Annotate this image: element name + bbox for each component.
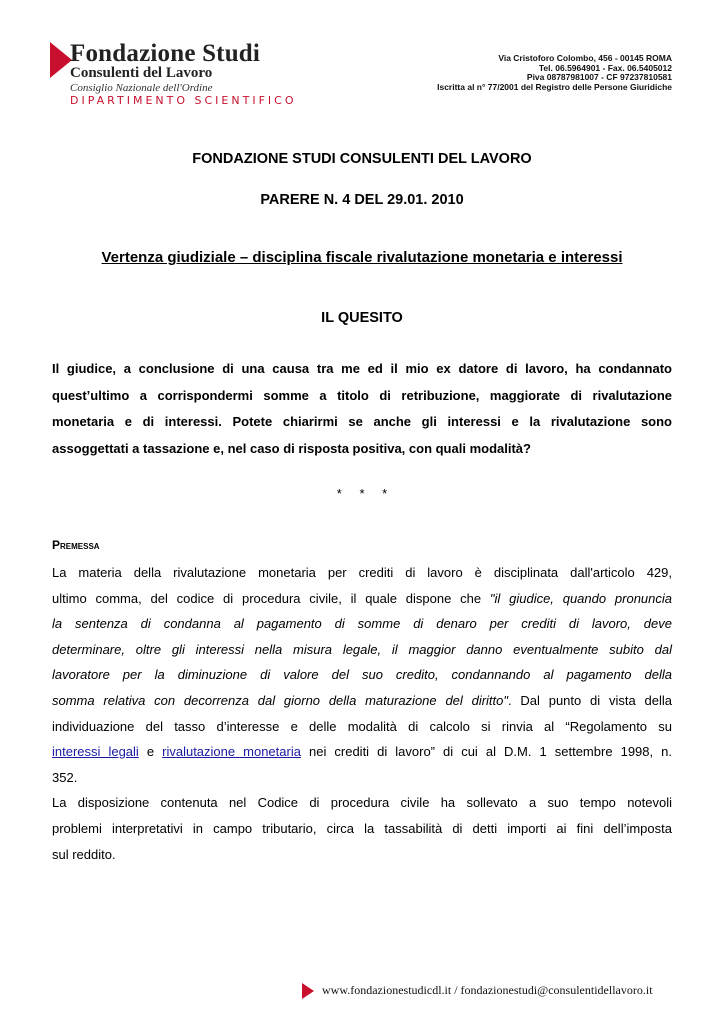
logo-subtitle: Consulenti del Lavoro [70, 65, 213, 81]
premessa-heading: Premessa [52, 538, 100, 552]
link-interessi-legali[interactable]: interessi legali [52, 744, 139, 760]
quote-text: somma relativa con decorrenza dal giorno della maturazione del diritto" [52, 692, 508, 708]
quesito-line: Il giudice, a conclusione di una causa tra me ed il mio ex datore di lavoro, ha condannato [52, 361, 672, 376]
body-line: La materia della rivalutazione monetaria per crediti di lavoro è disciplinata dall'articolo 429, [52, 565, 672, 580]
parere-title: PARERE N. 4 DEL 29.01. 2010 [260, 192, 464, 208]
footer-triangle-icon [302, 983, 314, 999]
body-line: La disposizione contenuta nel Codice di procedura civile ha sollevato a suo tempo notevoli [52, 795, 672, 811]
quesito-line: assoggettati a tassazione e, nel caso di risposta positiva, con quali modalità? [52, 440, 531, 456]
subject-title: Vertenza giudiziale – disciplina fiscale rivalutazione monetaria e interessi [101, 249, 623, 266]
body-text: e [138, 744, 163, 760]
logo-council: Consiglio Nazionale dell'Ordine [70, 82, 213, 94]
body-text: nei crediti di lavoro” di cui al D.M. 1 settembre 1998, n. [300, 744, 673, 760]
body-line: 352. [52, 769, 78, 785]
quote-text: "il giudice, quando pronuncia [489, 590, 673, 606]
logo-department: DIPARTIMENTO SCIENTIFICO [70, 94, 297, 107]
body-line: la sentenza di condanna al pagamento di somme di denaro per crediti di lavoro, deve [52, 616, 672, 632]
header-address [437, 54, 672, 92]
body-line: individuazione del tasso d’interesse e delle modalità di calcolo si rinvia al “Regolamento su [52, 718, 672, 734]
org-title: FONDAZIONE STUDI CONSULENTI DEL LAVORO [192, 151, 532, 167]
body-line [52, 739, 672, 765]
footer-contact: www.fondazionestudicdl.it / fondazionestudi@consulentidellavoro.it [322, 983, 653, 997]
body-line: lavoratore per la diminuzione di valore del suo credito, condannando al pagamento della [52, 667, 672, 683]
quesito-paragraph [52, 356, 672, 462]
foundation-logo [50, 40, 340, 110]
address-line: Piva 08787981007 - CF 97237810581 [526, 72, 672, 82]
body-line: determinare, oltre gli interessi nella misura legale, il maggior danno eventualmente subito dal [52, 641, 672, 657]
page-footer [302, 983, 702, 1001]
address-line: Iscritta al n° 77/2001 del Registro delle Persone Giuridiche [437, 81, 672, 92]
body-line [52, 586, 672, 612]
body-line: sul reddito. [52, 846, 116, 862]
section-title: IL QUESITO [321, 310, 403, 326]
body-text: . Dal punto di vista della [508, 692, 672, 708]
address-line: Via Cristoforo Colombo, 456 - 00145 ROMA [498, 53, 672, 63]
quesito-line: monetaria e di interessi. Potete chiarirmi se anche gli interessi e la rivalutazione sono [52, 414, 672, 429]
address-line: Tel. 06.5964901 - Fax. 06.5405012 [538, 62, 672, 73]
link-rivalutazione-monetaria[interactable]: rivalutazione monetaria [162, 744, 301, 760]
body-line [52, 688, 672, 714]
quesito-line: quest’ultimo a corrispondermi somme a titolo di retribuzione, maggiorate di rivalutazione [52, 387, 672, 403]
body-line: problemi interpretativi in campo tributario, circa la tassabilità di detti importi ai fini dell’imposta [52, 820, 672, 836]
section-separator: * * * [336, 486, 388, 501]
logo-triangle-icon [50, 42, 72, 78]
premessa-paragraph [52, 560, 672, 867]
body-text: ultimo comma, del codice di procedura civile, il quale dispone che [52, 590, 490, 606]
logo-title: Fondazione Studi [70, 40, 261, 67]
